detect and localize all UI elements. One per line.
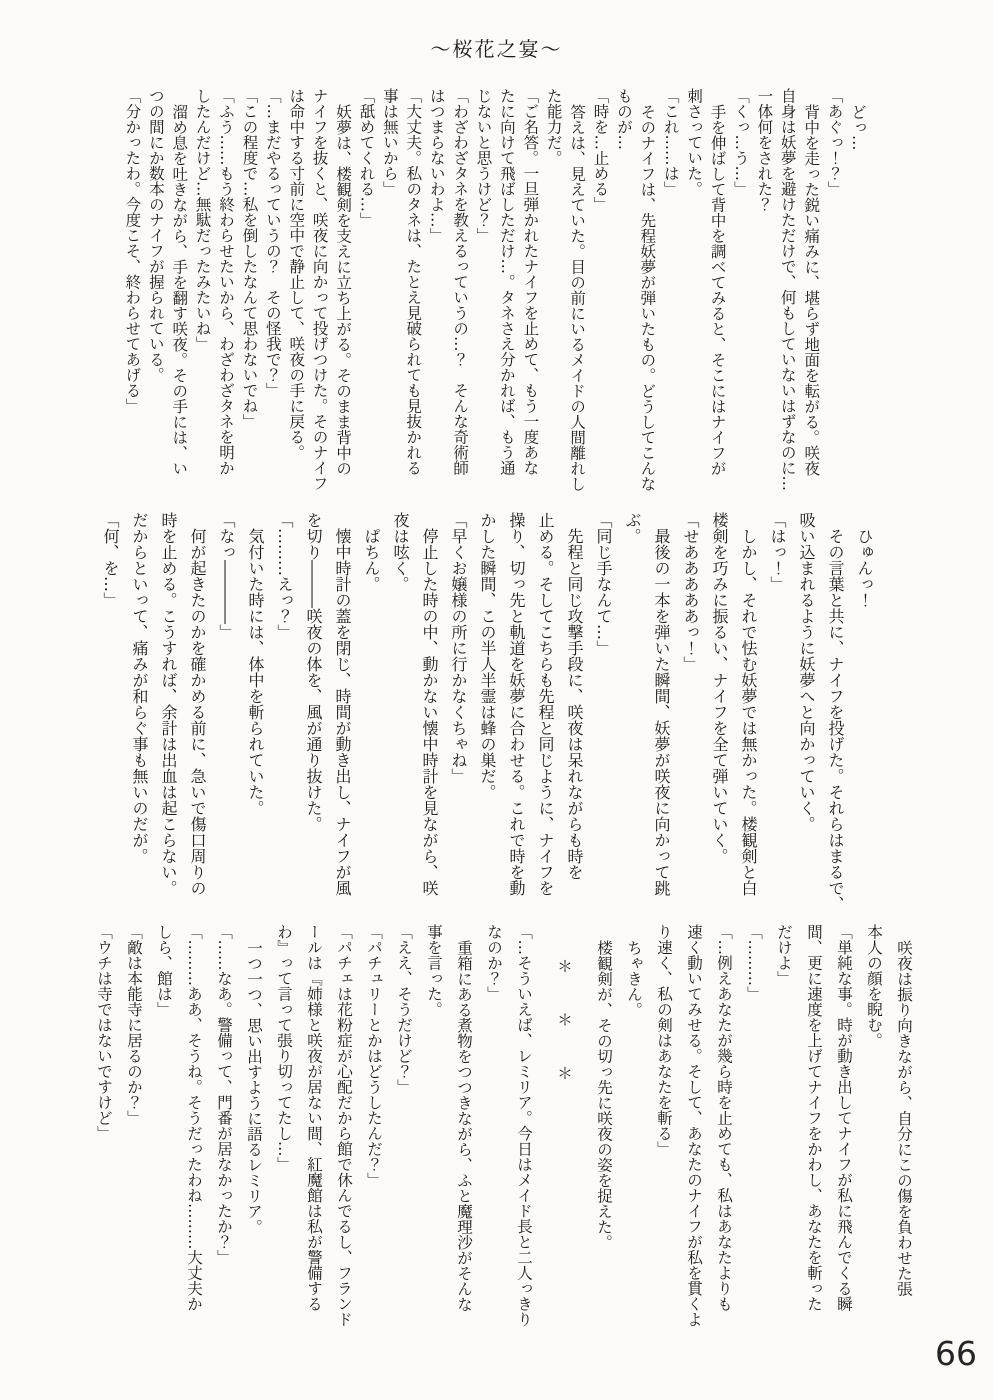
text-line: 「舐めてくれる…」 xyxy=(357,88,376,228)
text-line: はつまらないわよ…」 xyxy=(427,88,446,243)
page-title: ～桜花之宴～ xyxy=(430,37,563,61)
text-line: かした瞬間、この半人半霊は蜂の巣だ。 xyxy=(478,512,497,800)
text-line: 「…そういえば、レミリア。今日はメイド長と二人っきり xyxy=(515,924,533,1327)
text-line: しら、館は」 xyxy=(155,924,173,1017)
text-line: 妖夢は、楼観剣を支えに立ち上がる。そのまま背中の xyxy=(334,103,353,476)
text-line: 一体何をされた？ xyxy=(755,88,774,212)
text-line: 何が起きたのかを確かめる前に、急いで傷口周りの xyxy=(188,528,207,896)
text-line: ひゅんっ！ xyxy=(855,528,874,608)
text-line: を切り―――咲夜の体を、風が通り抜けた。 xyxy=(304,512,323,832)
text-line: ちゃきん。 xyxy=(625,939,643,1017)
text-line: 重箱にある煮物をつつきながら、ふと魔理沙がそんな xyxy=(455,939,473,1312)
text-line: 「………」 xyxy=(745,924,763,1002)
text-line: ぶ。 xyxy=(623,512,642,544)
text-line: 「ふう……もう終わらせたいから、わざわざタネを明か xyxy=(217,88,236,476)
text-line: 「ウチは寺ではないですけど」 xyxy=(95,924,113,1141)
text-line: だからといって、痛みが和らぐ事も無いのだが。 xyxy=(130,512,149,864)
text-line: 一つ一つ、思い出すように語るレミリア。 xyxy=(245,939,263,1234)
text-line: 答えは、見えていた。目の前にいるメイドの人間離れし xyxy=(568,103,587,491)
text-line: わ』って言って張り切ってたし…」 xyxy=(275,924,293,1172)
text-line: 夜は呟く。 xyxy=(391,512,410,592)
text-line: 「パチェは花粉症が心配だから館で休んでるし、フランド xyxy=(335,924,353,1327)
text-line: 「何、を…」 xyxy=(101,512,120,608)
text-line: 止める。そしてこちらも先程と同じように、ナイフを xyxy=(536,512,555,896)
text-line: 「分かったわ。今度こそ、終わらせてあげる」 xyxy=(123,88,142,414)
text-line: 本人の顔を睨む。 xyxy=(865,924,883,1048)
text-line: た能力だ。 xyxy=(544,88,563,166)
text-line: 事を言った。 xyxy=(425,924,443,1017)
text-line: そのナイフは、先程妖夢が弾いたもの。どうしてこんな xyxy=(638,103,657,491)
text-line: 吸い込まれるように妖夢へと向かっていく。 xyxy=(797,512,816,832)
text-line: 「同じ手なんて…」 xyxy=(594,512,613,656)
text-line: なのか？」 xyxy=(485,924,503,1002)
text-line: つの間にか数本のナイフが握られている。 xyxy=(146,88,165,383)
text-line: 咲夜は振り向きながら、自分にこの傷を負わせた張 xyxy=(895,939,913,1296)
text-line: 「ええ、そうだけど？」 xyxy=(395,924,413,1095)
text-line: は命中する寸前に空中で静止して、咲夜の手に戻る。 xyxy=(287,88,306,460)
text-line: 「わざわざタネを教えるっていうの…？ そんな奇術師 xyxy=(451,88,470,476)
text-line: しかし、それで怯む妖夢では無かった。楼観剣と白 xyxy=(739,528,758,896)
text-line: 「あぐっ！？」 xyxy=(825,88,844,197)
text-line: 「単純な事。時が動き出してナイフが私に飛んでくる瞬 xyxy=(835,924,853,1312)
text-line: 間、更に速度を上げてナイフをかわし、あなたを斬った xyxy=(805,924,823,1312)
text-line: 「…まだやるっていうの？ その怪我で？」 xyxy=(263,88,282,398)
text-line: 停止した時の中、動かない懐中時計を見ながら、咲 xyxy=(420,528,439,896)
text-line: 刺さっていた。 xyxy=(685,88,704,197)
text-line: 自身は妖夢を避けただけで、何もしていないはずなのに… xyxy=(778,88,797,491)
text-line: じないと思うけど？」 xyxy=(474,88,493,243)
text-line: 楼観剣が、その切っ先に咲夜の姿を捉えた。 xyxy=(595,939,613,1250)
text-block-2 xyxy=(96,512,879,917)
text-line: 「くっ…う…」 xyxy=(731,88,750,197)
text-line: 「これ……は」 xyxy=(661,88,680,197)
text-line: 背中を走った鋭い痛みに、堪らず地面を転がる。咲夜 xyxy=(802,103,821,476)
text-line: 「………えっ？」 xyxy=(275,512,294,640)
text-line: その言葉と共に、ナイフを投げた。それらはまるで、 xyxy=(826,528,845,912)
text-line: 「ご名答。一旦弾かれたナイフを止めて、もう一度あな xyxy=(521,88,540,476)
text-line: 時を止める。こうすれば、余計は出血は起こらない。 xyxy=(159,512,178,896)
text-line: り速く、私の剣はあなたを斬る」 xyxy=(655,924,673,1157)
text-line: 最後の一本を弾いた瞬間、妖夢が咲夜に向かって跳 xyxy=(652,528,671,896)
text-line: 「大丈夫。私のタネは、たとえ見破られても見抜かれる xyxy=(404,88,423,476)
page-number: 66 xyxy=(935,1334,977,1373)
text-line: 速く動いてみせる。そして、あなたのナイフが私を貫くよ xyxy=(685,924,703,1327)
text-line: 「………ああ、そうね。そうだったわね………大丈夫か xyxy=(185,924,203,1312)
text-block-1 xyxy=(120,88,869,513)
text-line: 先程と同じ攻撃手段に、咲夜は呆れながらも時を xyxy=(565,528,584,880)
text-line: 「敵は本能寺に居るのか？」 xyxy=(125,924,143,1126)
text-line: 楼剣を巧みに振るい、ナイフを全て弾いていく。 xyxy=(710,512,729,864)
text-line: 溜め息を吐きながら、手を翻す咲夜。その手には、い xyxy=(170,103,189,476)
text-line: ぱちん。 xyxy=(362,528,381,592)
text-line: 事は無いから」 xyxy=(380,88,399,197)
section-separator: ＊ ＊ ＊ xyxy=(555,958,573,1083)
text-line: 「せあああああっ！」 xyxy=(681,512,700,672)
text-block-3 xyxy=(89,924,919,1334)
text-line: 「なっ――――」 xyxy=(217,512,236,640)
text-line: どっ… xyxy=(849,103,867,150)
text-line: 「この程度で…私を倒したなんて思わないでね」 xyxy=(240,88,259,429)
text-line: 「パチュリーとかはどうしたんだ？」 xyxy=(365,924,383,1188)
text-line: 「時を…止める」 xyxy=(591,88,610,212)
text-line: 気付いた時には、体中を斬られていた。 xyxy=(246,528,265,816)
text-line: ものが… xyxy=(614,88,633,150)
text-line: だけよ」 xyxy=(775,924,793,986)
text-line: ールは『姉様と咲夜が居ない間、紅魔館は私が警備する xyxy=(305,924,323,1312)
text-line: ナイフを抜くと、咲夜に向かって投げつけた。そのナイフ xyxy=(310,88,329,491)
text-line: 手を伸ばして背中を調べてみると、そこにはナイフが xyxy=(708,103,727,476)
text-line: 「早くお嬢様の所に行かなくちゃね」 xyxy=(449,512,468,784)
text-line: 懐中時計の蓋を閉じ、時間が動き出し、ナイフが風 xyxy=(333,528,352,896)
text-line: 操り、切っ先と軌道を妖夢に合わせる。これで時を動 xyxy=(507,512,526,896)
text-line: 「はっ！」 xyxy=(768,512,787,592)
text-line: 「……なあ。警備って、門番が居なかったか？」 xyxy=(215,924,233,1265)
text-line: したんだけど…無駄だったみたいね」 xyxy=(193,88,212,352)
text-line: 「…例えあなたが幾ら時を止めても、私はあなたよりも xyxy=(715,924,733,1312)
text-line: たに向けて飛ばしただけ…。タネさえ分かれば、もう通 xyxy=(497,88,516,476)
